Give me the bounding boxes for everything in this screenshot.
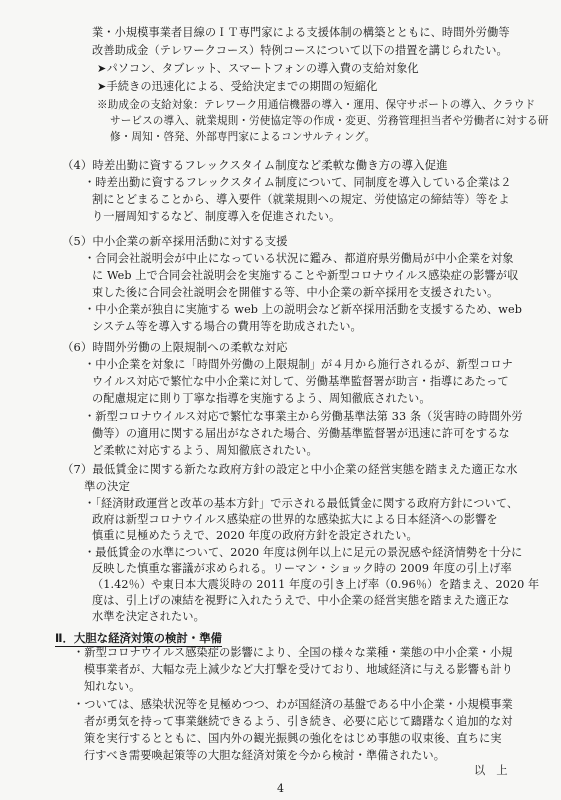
section-line: 割にとどまることから、導入要件（就業規則への規定、労使協定の締結等）等をよ bbox=[92, 193, 510, 206]
section-2-line: 知れない。 bbox=[84, 680, 141, 693]
section-line: ど柔軟に対応するよう、周知徹底されたい。 bbox=[92, 444, 318, 457]
section-2-line: 者が勇気を持って事業継続できるよう、引き続き、必要に応じて躊躇なく追加的な対 bbox=[84, 715, 513, 728]
section-line: 束した後に合同会社説明会を開催する等、中小企業の新卒採用を支援されたい。 bbox=[92, 286, 499, 299]
section-line: 政府は新型コロナウイルス感染症の世界的な感染拡大による日本経済への影響を bbox=[92, 513, 498, 526]
section-heading: （6）時間外労働の上限規制への柔軟な対応 bbox=[62, 340, 288, 354]
section-heading: （7）最低賃金に関する新たな政府方針の設定と中小企業の経営実態を踏まえた適正な水 bbox=[62, 462, 518, 476]
section-heading: 準の決定 bbox=[84, 479, 130, 493]
section-line: ウイルス対応で繁忙な中小企業に対して、労働基準監督署が助言・指導にあたって bbox=[92, 375, 509, 388]
section-line: ・最低賃金の水準について、2020 年度は例年以上に足元の景況感や経済情勢を十分に bbox=[84, 546, 523, 559]
section-heading: （5）中小企業の新卒採用活動に対する支援 bbox=[62, 234, 288, 248]
section-heading: （4）時差出勤に資するフレックスタイム制度など柔軟な働き方の導入促進 bbox=[62, 158, 448, 172]
intro-note: サービスの導入、就業規則・労使協定等の作成・変更、労務管理担当者や労働者に対する研 bbox=[110, 115, 549, 127]
section-2-line: 策を実行するとともに、国内外の観光振興の強化をはじめ事態の収束後、直ちに実 bbox=[84, 732, 502, 745]
section-line: ・中小企業が独自に実施する web 上の説明会など新卒採用活動を支援するため、web bbox=[84, 303, 522, 316]
section-line: の配慮規定に則り丁寧な指導を実施するよう、周知徹底されたい。 bbox=[92, 392, 431, 405]
section-line: ・「経済財政運営と改革の基本方針」で示される最低賃金に関する政府方針について、 bbox=[84, 497, 519, 510]
section-line: ・新型コロナウイルス対応で繁忙な事業主から労働基準法第 33 条（災害時の時間外労 bbox=[84, 410, 523, 423]
intro-note: ※助成金の支給対象：テレワーク用通信機器の導入・運用、保守サポートの導入、クラウド bbox=[97, 99, 536, 111]
section-2-line: 行すべき需要喚起策等の大胆な経済対策を今から検討・準備されたい。 bbox=[84, 749, 445, 762]
intro-line: 改善助成金（テレワークコース）特例コースについて以下の措置を講じられたい。 bbox=[92, 44, 508, 57]
section-line: り一層周知するなど、制度導入を促進されたい。 bbox=[92, 210, 341, 223]
intro-bullet: ➤手続きの迅速化による、受給決定までの期間の短縮化 bbox=[97, 80, 378, 93]
intro-note: 修・周知・啓発、外部専門家によるコンサルティング。 bbox=[110, 131, 376, 143]
section-line: 水準を決定されたい。 bbox=[92, 610, 205, 623]
section-2-line: ・ついては、感染状況等を見極めつつ、わが国経済の基盤である中小企業・小規模事業 bbox=[73, 698, 513, 711]
section-line: （1.42％）や東日本大震災時の 2011 年度の引き上げ率（0.96％）を踏まえ、2020 年 bbox=[92, 578, 540, 591]
section-line: に Web 上で合同会社説明会を実施することや新型コロナウイルス感染症の影響が収 bbox=[92, 269, 519, 282]
intro-bullet: ➤パソコン、タブレット、スマートフォンの導入費の支給対象化 bbox=[97, 62, 419, 75]
section-line: 度は、引上げの凍結を視野に入れたうえで、中小企業の経営実態を踏まえた適正な bbox=[92, 594, 510, 607]
section-line: ・時差出勤に資するフレックスタイム制度について、同制度を導入している企業は２ bbox=[84, 176, 512, 189]
page-number: 4 bbox=[277, 782, 284, 795]
section-line: 働等）の適用に関する届出がなされた場合、労働基準監督署が迅速に許可をするな bbox=[92, 427, 510, 440]
section-line: ・合同会社説明会が中止になっている状況に鑑み、都道府県労働局が中小企業を対象 bbox=[84, 252, 514, 265]
section-line: 慎重に見極めたうえで、2020 年度の政府方針を設定されたい。 bbox=[92, 529, 418, 542]
intro-line: 業・小規模事業者目線のＩＴ専門家による支援体制の構築とともに、時間外労働等 bbox=[92, 26, 510, 39]
section-2-title-text: Ⅱ．大胆な経済対策の検討・準備 bbox=[55, 631, 222, 645]
closing-mark: 以 上 bbox=[474, 764, 508, 777]
section-line: システム等を導入する場合の費用等を助成されたい。 bbox=[92, 320, 362, 333]
section-2-line: ・新型コロナウイルス感染症の影響により、全国の様々な業種・業態の中小企業・小規 bbox=[73, 646, 513, 659]
section-line: 反映した慎重な審議が求められる。リーマン・ショック時の 2009 年度の引上げ率 bbox=[92, 562, 512, 575]
section-2-line: 模事業者が、大幅な売上減少など大打撃を受けており、地域経済に与える影響も計り bbox=[84, 663, 513, 676]
section-line: ・中小企業を対象に「時間外労働の上限規制」が４月から施行されるが、新型コロナ bbox=[84, 358, 513, 371]
section-2-title bbox=[55, 630, 222, 646]
